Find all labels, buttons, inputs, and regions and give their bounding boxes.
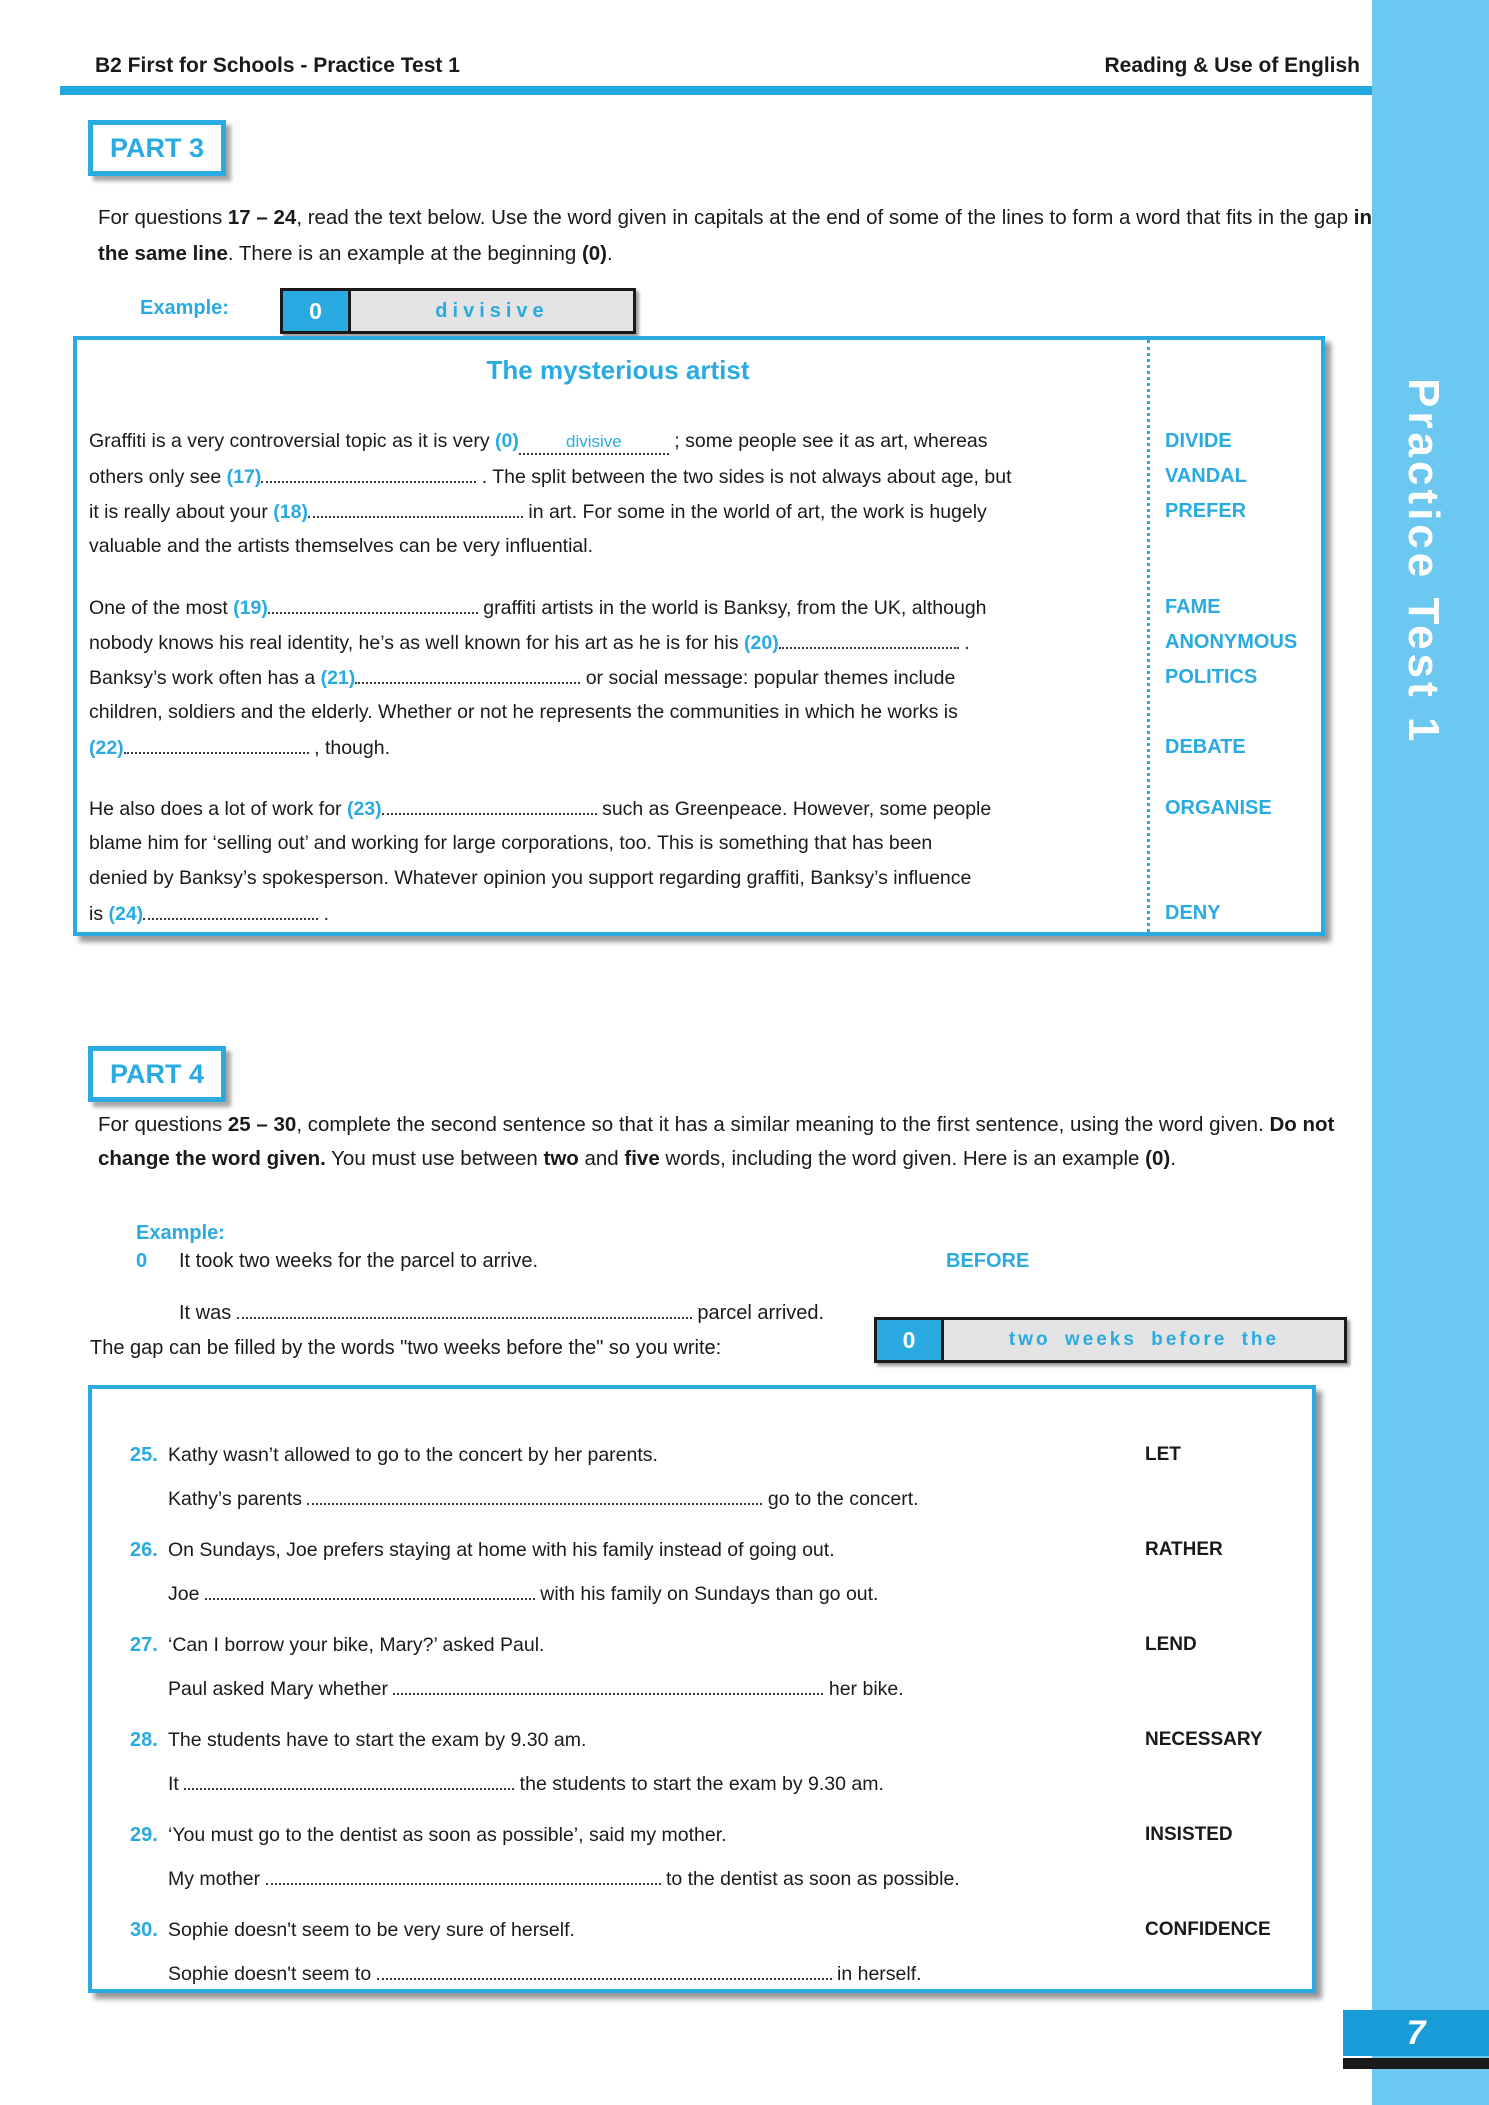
instruction-text: You must use between [325, 1147, 544, 1170]
question-number: 26. [130, 1539, 158, 1561]
example-number-cell: 0 [877, 1320, 941, 1360]
text-line [89, 826, 1321, 861]
question-number: 28. [130, 1729, 158, 1751]
text-line [89, 791, 1321, 826]
instruction-text: , complete the second sentence so that it has a similar meaning to the first sentence, using the word given. [296, 1113, 1270, 1136]
answer-suffix: in herself. [831, 1963, 922, 1985]
example-number-cell: 0 [283, 291, 348, 331]
gap-number: (22) [89, 737, 124, 759]
instruction-text: . There is an example at the beginning [227, 242, 582, 265]
question-keyword: LET [1145, 1444, 1181, 1465]
question-item [130, 1623, 1312, 1711]
gapped-suffix: parcel arrived. [691, 1302, 825, 1324]
answer-gap-line [184, 1766, 514, 1790]
instruction-text: 25 – 30 [227, 1113, 297, 1136]
text-line [89, 861, 1321, 896]
question-sentence-row [130, 1623, 1312, 1667]
question-sentence: On Sundays, Joe prefers staying at home with his family instead of going out. [168, 1539, 835, 1561]
line-text: . [318, 903, 330, 925]
question-item [130, 1813, 1312, 1901]
part4-example-explanation: The gap can be filled by the words "two weeks before the" so you write: [90, 1337, 722, 1359]
answer-gap-line [308, 494, 523, 518]
example-item-number: 0 [136, 1250, 148, 1272]
answer-gap-line [377, 1956, 832, 1980]
instruction-text: For questions [98, 1113, 228, 1136]
question-sentence: Kathy wasn’t allowed to go to the concert by her parents. [168, 1444, 658, 1466]
instruction-text: in the same line [98, 206, 1373, 265]
answer-gap-line [205, 1576, 535, 1600]
question-answer-row [130, 1572, 1312, 1616]
instruction-text: five [624, 1147, 660, 1170]
answer-prefix: My mother [168, 1868, 266, 1890]
line-text: graffiti artists in the world is Banksy, from the UK, although [477, 597, 987, 619]
paragraph [89, 590, 1321, 765]
keyword-label: POLITICS [1165, 666, 1258, 688]
header-book-title: B2 First for Schools - Practice Test 1 [95, 54, 460, 77]
question-answer-row [130, 1857, 1312, 1901]
answer-gap-line [261, 459, 476, 483]
example-keyword: BEFORE [946, 1250, 1030, 1272]
question-keyword: INSISTED [1145, 1824, 1233, 1845]
line-text: Graffiti is a very controversial topic as it is very [89, 430, 496, 452]
gap-number: (20) [744, 632, 779, 654]
answer-gap-line [393, 1671, 823, 1695]
answer-suffix: the students to start the exam by 9.30 am. [514, 1773, 884, 1795]
page-number-badge: 7 [1343, 2010, 1489, 2056]
line-text: such as Greenpeace. However, some people [596, 798, 992, 820]
line-text: blame him for ‘selling out’ and working for large corporations, too. This is something that has been [89, 832, 933, 854]
part4-example-sentence-row [136, 1250, 1136, 1273]
answer-gap-line [143, 896, 318, 920]
answer-suffix: go to the concert. [762, 1488, 919, 1510]
part3-text-box [73, 336, 1325, 936]
answer-suffix: to the dentist as soon as possible. [660, 1868, 960, 1890]
line-text: Banksy’s work often has a [89, 667, 321, 689]
line-text: in art. For some in the world of art, the work is hugely [522, 501, 987, 523]
answer-suffix: with his family on Sundays than go out. [534, 1583, 879, 1605]
part3-gapped-text [89, 424, 1321, 931]
part4-badge: PART 4 [88, 1046, 226, 1102]
answer-prefix: It [168, 1773, 185, 1795]
line-text: One of the most [89, 597, 234, 619]
keyword-label: VANDAL [1165, 465, 1247, 487]
line-text: children, soldiers and the elderly. Whether or not he represents the communities in which he works is [89, 701, 958, 723]
answer-gap-line [268, 590, 478, 614]
part4-example-gapped-row [179, 1295, 824, 1325]
text-line [89, 730, 1321, 765]
question-number: 27. [130, 1634, 158, 1656]
line-text: He also does a lot of work for [89, 798, 347, 820]
answer-gap-line [355, 660, 580, 684]
example-answer-cell: divisive [348, 291, 633, 331]
line-text: it is really about your [89, 501, 274, 523]
keyword-label: ANONYMOUS [1165, 631, 1298, 653]
line-text: valuable and the artists themselves can be very influential. [89, 535, 594, 557]
gap-number: (19) [233, 597, 268, 619]
question-sentence-row [130, 1528, 1312, 1572]
instruction-text: . [1170, 1147, 1176, 1170]
keyword-label: DIVIDE [1165, 430, 1232, 452]
question-sentence-row [130, 1433, 1312, 1477]
gap-number: (24) [108, 903, 144, 925]
line-text: . The split between the two sides is not always about age, but [476, 466, 1012, 488]
instruction-text: (0) [581, 242, 607, 265]
part3-badge: PART 3 [88, 120, 226, 176]
answer-gap-line [779, 625, 959, 649]
instruction-text: 17 – 24 [227, 206, 297, 229]
part4-example-answer-box [874, 1317, 1347, 1363]
filled-gap-line: divisive [519, 429, 669, 455]
header-section-title: Reading & Use of English [1104, 54, 1360, 77]
question-sentence: ‘You must go to the dentist as soon as possible’, said my mother. [168, 1824, 727, 1846]
question-number: 30. [130, 1919, 158, 1941]
text-title: The mysterious artist [486, 355, 750, 385]
question-item [130, 1908, 1312, 1996]
instruction-text: two [543, 1147, 579, 1170]
gap-number: (17) [226, 466, 262, 488]
part4-questions-box [88, 1385, 1316, 1993]
instruction-text: For questions [98, 206, 228, 229]
instruction-text: , read the text below. Use the word given in capitals at the end of some of the lines to form a word that fits in the gap [296, 206, 1354, 229]
answer-gap-line [266, 1861, 661, 1885]
text-line [89, 660, 1321, 695]
gap-number: (18) [273, 501, 308, 523]
line-text: nobody knows his real identity, he’s as well known for his art as he is for his [89, 632, 745, 654]
question-sentence-row [130, 1813, 1312, 1857]
question-sentence: The students have to start the exam by 9.30 am. [168, 1729, 587, 1751]
gap-number: (0) [495, 430, 519, 452]
answer-suffix: her bike. [823, 1678, 904, 1700]
question-answer-row [130, 1762, 1312, 1806]
line-text: ; some people see it as art, whereas [668, 430, 988, 452]
part3-instructions [98, 200, 1388, 272]
keyword-label: PREFER [1165, 500, 1247, 522]
text-line [89, 695, 1321, 730]
gap-number: (23) [346, 798, 382, 820]
answer-prefix: Kathy’s parents [168, 1488, 308, 1510]
part4-questions [130, 1433, 1312, 1996]
part4-example-label: Example: [136, 1222, 225, 1244]
text-line [89, 896, 1321, 931]
question-keyword: RATHER [1145, 1539, 1223, 1560]
text-line [89, 459, 1321, 494]
instruction-text: . [607, 242, 613, 265]
answer-gap-line [382, 791, 597, 815]
text-line [89, 529, 1321, 564]
instruction-text: (0) [1145, 1147, 1171, 1170]
answer-gap-line [237, 1295, 692, 1319]
question-item [130, 1433, 1312, 1521]
text-line [89, 590, 1321, 625]
question-answer-row [130, 1952, 1312, 1996]
keyword-label: DEBATE [1165, 736, 1246, 758]
text-line [89, 494, 1321, 529]
keyword-label: FAME [1165, 596, 1221, 618]
question-answer-row [130, 1667, 1312, 1711]
answer-gap-line [124, 730, 309, 754]
question-number: 29. [130, 1824, 158, 1846]
text-line [89, 625, 1321, 660]
example-sentence: It took two weeks for the parcel to arrive. [179, 1250, 539, 1272]
line-text: is [89, 903, 109, 925]
question-keyword: LEND [1145, 1634, 1197, 1655]
instruction-text: words, including the word given. Here is an example [659, 1147, 1146, 1170]
line-text: others only see [89, 466, 227, 488]
answer-prefix: Sophie doesn't seem to [168, 1963, 377, 1985]
answer-prefix: Joe [168, 1583, 205, 1605]
answer-gap-line [307, 1481, 762, 1505]
answer-prefix: Paul asked Mary whether [168, 1678, 394, 1700]
question-answer-row [130, 1477, 1312, 1521]
sidebar-label: Practice Test 1 [1399, 378, 1448, 746]
part3-example-label: Example: [140, 297, 229, 319]
keyword-label: ORGANISE [1165, 797, 1272, 819]
instruction-text: and [578, 1147, 625, 1170]
line-text: . [958, 632, 970, 654]
instruction-text: Do not change the word given. [98, 1113, 1335, 1170]
question-keyword: CONFIDENCE [1145, 1919, 1271, 1940]
line-text: denied by Banksy’s spokesperson. Whatever opinion you support regarding graffiti, Banksy’s influence [89, 867, 972, 889]
line-text: , though. [308, 737, 391, 759]
gapped-prefix: It was [179, 1302, 237, 1324]
question-sentence-row [130, 1908, 1312, 1952]
header-rule [60, 86, 1489, 95]
text-line [89, 424, 1321, 459]
question-sentence-row [130, 1718, 1312, 1762]
question-item [130, 1718, 1312, 1806]
line-text: or social message: popular themes include [580, 667, 956, 689]
gap-number: (21) [320, 667, 356, 689]
question-item [130, 1528, 1312, 1616]
question-number: 25. [130, 1444, 158, 1466]
paragraph [89, 424, 1321, 564]
question-sentence: ‘Can I borrow your bike, Mary?’ asked Paul. [168, 1634, 545, 1656]
part3-example-answer-box [280, 288, 636, 334]
paragraph [89, 791, 1321, 931]
example-answer-cell: two weeks before the [941, 1320, 1344, 1360]
part4-instructions [98, 1108, 1388, 1176]
sidebar-strip [1372, 0, 1489, 2105]
question-keyword: NECESSARY [1145, 1729, 1263, 1750]
page-number-bar [1343, 2058, 1489, 2069]
keyword-label: DENY [1165, 902, 1221, 924]
question-sentence: Sophie doesn't seem to be very sure of herself. [168, 1919, 575, 1941]
